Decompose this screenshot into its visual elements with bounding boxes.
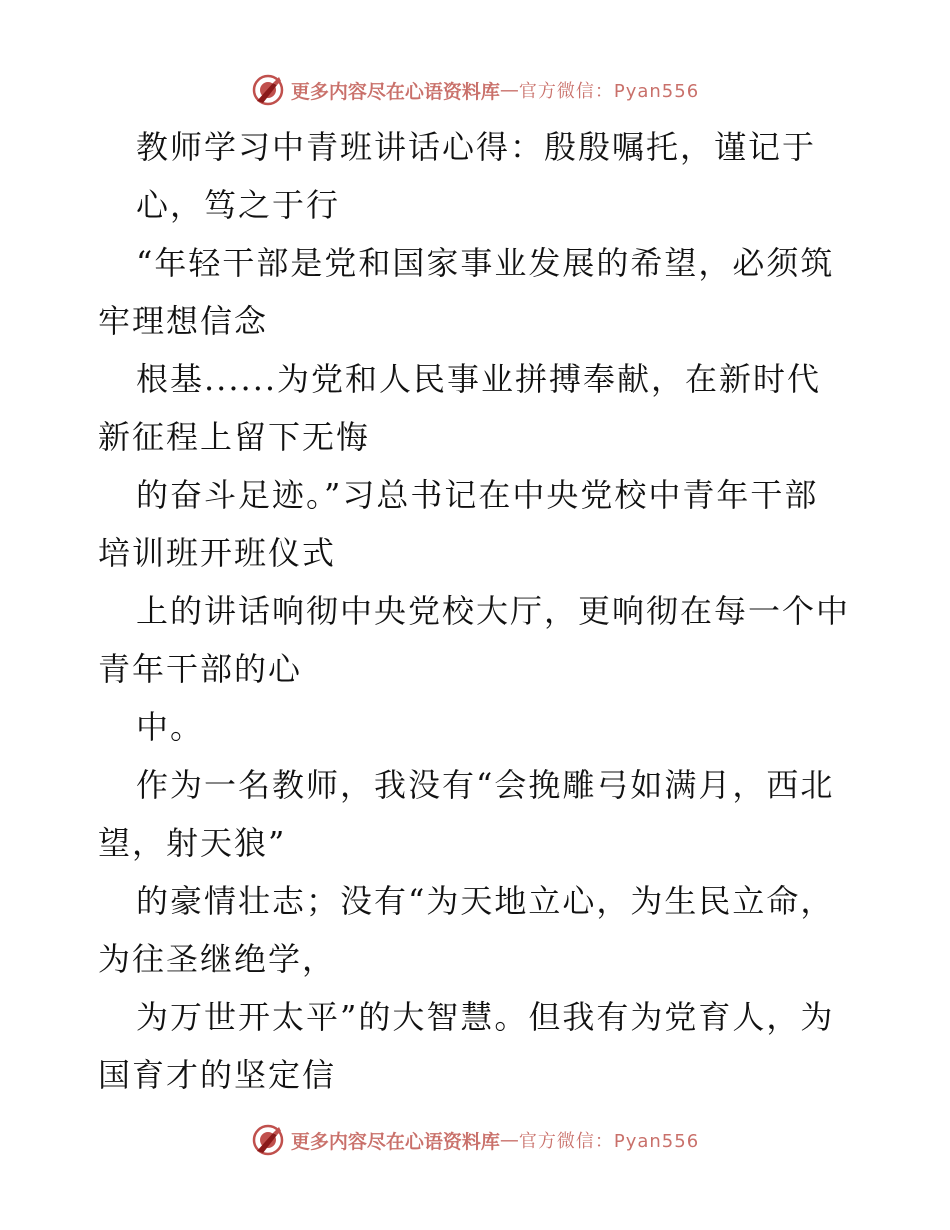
header-separator: —	[499, 79, 519, 101]
paragraph-line: 望，射天狼”	[98, 824, 287, 862]
paragraph-line: 牢理想信念	[98, 302, 269, 340]
footer-brand-text: 更多内容尽在心语资料库	[290, 1130, 500, 1153]
paragraph-line: 为万世开太平”的大智慧。但我有为党育人，为	[136, 998, 835, 1036]
paragraph-line: 的奋斗足迹。”习总书记在中央党校中青年干部	[136, 476, 819, 514]
paragraph-line: 中。	[136, 708, 205, 746]
paragraph-line: 的豪情壮志；没有“为天地立心，为生民立命，	[136, 882, 835, 920]
paragraph-line: 青年干部的心	[98, 650, 303, 688]
header-contact-text: 官方微信：Pyan556	[518, 81, 700, 102]
paragraph-line: 作为一名教师，我没有“会挽雕弓如满月，西北	[136, 766, 835, 804]
paragraph-line: “年轻干部是党和国家事业发展的希望，必须筑	[136, 244, 835, 282]
header-banner	[0, 72, 950, 108]
paragraph-line: 根基......为党和人民事业拼搏奉献，在新时代	[136, 360, 822, 398]
paragraph-line: 为往圣继绝学，	[98, 940, 337, 978]
footer-separator: —	[499, 1129, 519, 1151]
document-body	[98, 118, 858, 1104]
pen-logo-icon	[251, 73, 285, 107]
document-title-line-2: 心，笃之于行	[136, 186, 341, 224]
document-title-line-1: 教师学习中青班讲话心得：殷殷嘱托，谨记于	[136, 128, 817, 166]
paragraph-line: 新征程上留下无悔	[98, 418, 371, 456]
paragraph-line: 培训班开班仪式	[98, 534, 337, 572]
footer-contact-text: 官方微信：Pyan556	[518, 1131, 700, 1152]
paragraph-line: 国育才的坚定信	[98, 1056, 337, 1094]
paragraph-line: 上的讲话响彻中央党校大厅，更响彻在每一个中	[136, 592, 851, 630]
footer-banner	[0, 1122, 950, 1158]
header-brand-text: 更多内容尽在心语资料库	[290, 80, 500, 103]
pen-logo-icon	[251, 1123, 285, 1157]
